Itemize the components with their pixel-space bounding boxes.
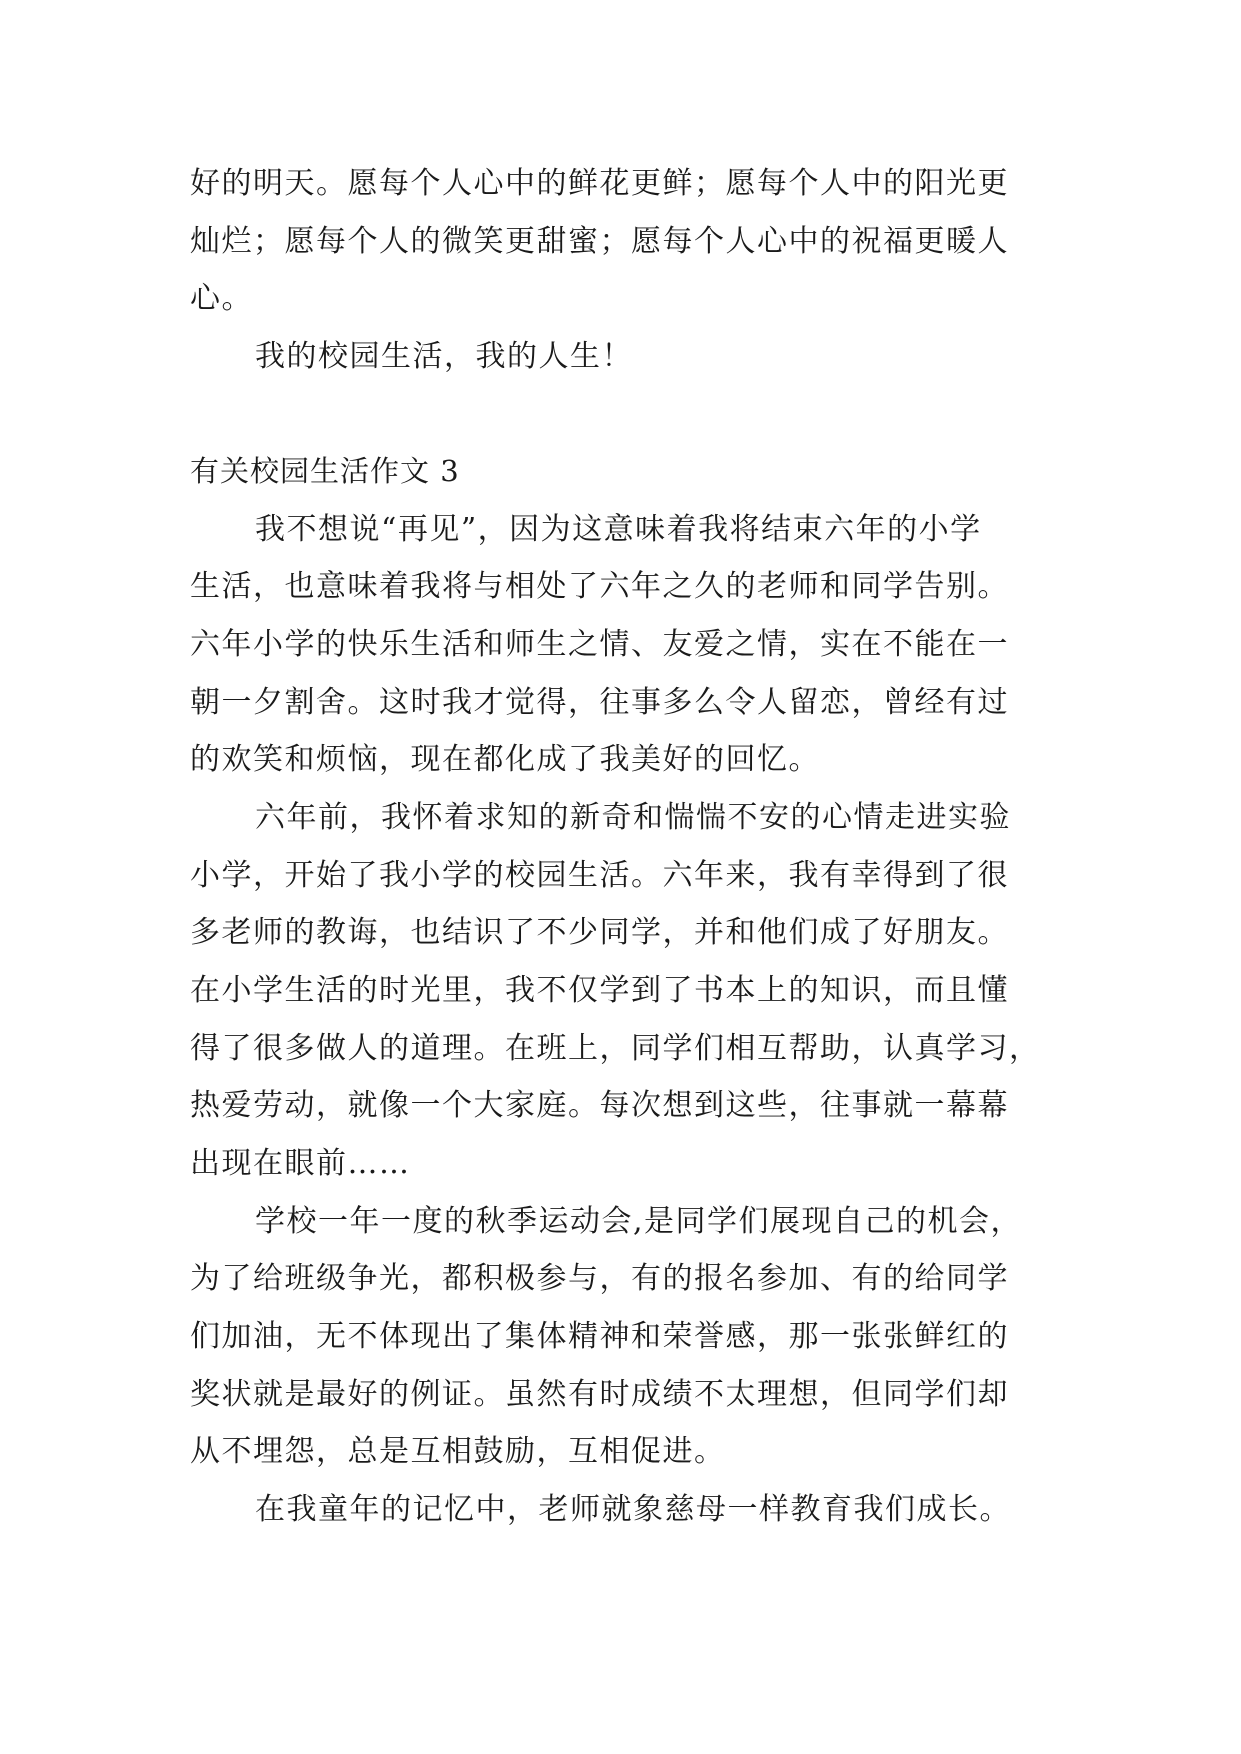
paragraph-2-line-1: 六年前，我怀着求知的新奇和惴惴不安的心情走进实验 (255, 800, 1011, 835)
paragraph-2-line-5: 得了很多做人的道理。在班上，同学们相互帮助，认真学习， (190, 1031, 1041, 1066)
paragraph-1-line-2: 生活，也意味着我将与相处了六年之久的老师和同学告别。 (190, 569, 1009, 604)
paragraph-2-line-4: 在小学生活的时光里，我不仅学到了书本上的知识，而且懂 (190, 973, 1009, 1008)
paragraph-3-line-4: 奖状就是最好的例证。虽然有时成绩不太理想，但同学们却 (190, 1377, 1009, 1412)
paragraph-3-line-1: 学校一年一度的秋季运动会,是同学们展现自己的机会， (255, 1204, 1023, 1239)
paragraph-3-line-2: 为了给班级争光，都积极参与，有的报名参加、有的给同学 (190, 1261, 1009, 1296)
paragraph-1-line-1: 我不想说“再见”，因为这意味着我将结束六年的小学 (255, 512, 982, 547)
section-title: 有关校园生活作文 3 (190, 454, 460, 488)
paragraph-4-line-1: 在我童年的记忆中，老师就象慈母一样教育我们成长。 (255, 1492, 1011, 1527)
paragraph-1-line-3: 六年小学的快乐生活和师生之情、友爱之情，实在不能在一 (190, 627, 1009, 662)
paragraph-3-line-3: 们加油，无不体现出了集体精神和荣誉感，那一张张鲜红的 (190, 1319, 1009, 1354)
intro-line-2: 灿烂；愿每个人的微笑更甜蜜；愿每个人心中的祝福更暖人 (190, 224, 1009, 259)
paragraph-2-line-6: 热爱劳动，就像一个大家庭。每次想到这些，往事就一幕幕 (190, 1088, 1009, 1123)
paragraph-2-line-7: 出现在眼前…… (190, 1146, 411, 1181)
intro-line-1: 好的明天。愿每个人心中的鲜花更鲜；愿每个人中的阳光更 (190, 166, 1009, 201)
intro-line-3: 心。 (190, 281, 253, 316)
paragraph-3-line-5: 从不埋怨，总是互相鼓励，互相促进。 (190, 1434, 726, 1469)
closing-line: 我的校园生活，我的人生！ (255, 339, 633, 374)
paragraph-2-line-2: 小学，开始了我小学的校园生活。六年来，我有幸得到了很 (190, 858, 1009, 893)
paragraph-1-line-5: 的欢笑和烦恼，现在都化成了我美好的回忆。 (190, 742, 820, 777)
paragraph-2-line-3: 多老师的教诲，也结识了不少同学，并和他们成了好朋友。 (190, 915, 1009, 950)
paragraph-1-line-4: 朝一夕割舍。这时我才觉得，往事多么令人留恋，曾经有过 (190, 685, 1009, 720)
